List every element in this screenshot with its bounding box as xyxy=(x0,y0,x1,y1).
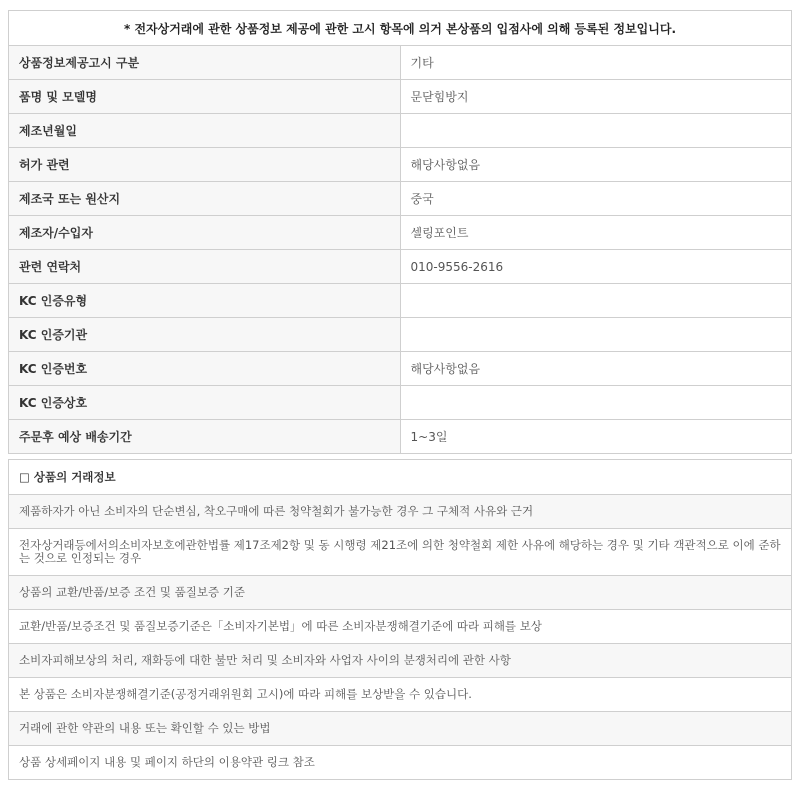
row-value-kc-type xyxy=(400,284,792,318)
table-row xyxy=(9,114,792,148)
trade-info-title: □ 상품의 거래정보 xyxy=(9,460,791,494)
notice-row xyxy=(9,11,792,46)
table-row xyxy=(9,80,792,114)
row-value-permit: 해당사항없음 xyxy=(400,148,792,182)
row-value-kc-agency xyxy=(400,318,792,352)
trade-info-answer: 교환/반품/보증조건 및 품질보증기준은「소비자기본법」에 따른 소비자분쟁해결기준에 따라 피해를 보상 xyxy=(9,609,791,643)
row-label-kc-type: KC 인증유형 xyxy=(9,284,401,318)
table-row xyxy=(9,182,792,216)
row-value-manufacture-date xyxy=(400,114,792,148)
row-value-category: 기타 xyxy=(400,46,792,80)
row-label-delivery-period: 주문후 예상 배송기간 xyxy=(9,420,401,454)
row-label-model: 품명 및 모델명 xyxy=(9,80,401,114)
row-label-kc-agency: KC 인증기관 xyxy=(9,318,401,352)
row-value-manufacturer: 셀링포인트 xyxy=(400,216,792,250)
table-row xyxy=(9,386,792,420)
trade-info-question: 거래에 관한 약관의 내용 또는 확인할 수 있는 방법 xyxy=(9,711,791,745)
row-value-delivery-period: 1~3일 xyxy=(400,420,792,454)
row-label-manufacture-date: 제조년월일 xyxy=(9,114,401,148)
row-label-contact: 관련 연락처 xyxy=(9,250,401,284)
table-row xyxy=(9,46,792,80)
product-info-container xyxy=(8,10,792,780)
trade-info-question: 상품의 교환/반품/보증 조건 및 품질보증 기준 xyxy=(9,575,791,609)
trade-info-question: 제품하자가 아닌 소비자의 단순변심, 착오구매에 따른 청약철회가 불가능한 경우 그 구체적 사유와 근거 xyxy=(9,494,791,528)
trade-info-answer: 전자상거래등에서의소비자보호에관한법률 제17조제2항 및 동 시행령 제21조에 의한 청약철회 제한 사유에 해당하는 경우 및 기타 객관적으로 이에 준하는 것으로 인정되는 경우 xyxy=(9,528,791,575)
row-value-model: 문닫힘방지 xyxy=(400,80,792,114)
table-row xyxy=(9,250,792,284)
row-label-kc-company: KC 인증상호 xyxy=(9,386,401,420)
table-row xyxy=(9,318,792,352)
row-value-kc-number: 해당사항없음 xyxy=(400,352,792,386)
row-label-kc-number: KC 인증번호 xyxy=(9,352,401,386)
trade-info-answer: 상품 상세페이지 내용 및 페이지 하단의 이용약관 링크 참조 xyxy=(9,745,791,779)
table-row xyxy=(9,352,792,386)
trade-info-answer: 본 상품은 소비자분쟁해결기준(공정거래위원회 고시)에 따라 피해를 보상받을 수 있습니다. xyxy=(9,677,791,711)
trade-info-section xyxy=(8,459,792,780)
row-label-manufacturer: 제조자/수입자 xyxy=(9,216,401,250)
table-row xyxy=(9,148,792,182)
table-row xyxy=(9,216,792,250)
row-value-contact: 010-9556-2616 xyxy=(400,250,792,284)
product-info-table xyxy=(8,10,792,454)
notice-text: * 전자상거래에 관한 상품정보 제공에 관한 고시 항목에 의거 본상품의 입점사에 의해 등록된 정보입니다. xyxy=(9,11,792,46)
row-label-permit: 허가 관련 xyxy=(9,148,401,182)
row-label-category: 상품정보제공고시 구분 xyxy=(9,46,401,80)
trade-info-question: 소비자피해보상의 처리, 재화등에 대한 불만 처리 및 소비자와 사업자 사이의 분쟁처리에 관한 사항 xyxy=(9,643,791,677)
row-value-kc-company xyxy=(400,386,792,420)
row-value-origin: 중국 xyxy=(400,182,792,216)
table-row xyxy=(9,420,792,454)
table-row xyxy=(9,284,792,318)
row-label-origin: 제조국 또는 원산지 xyxy=(9,182,401,216)
